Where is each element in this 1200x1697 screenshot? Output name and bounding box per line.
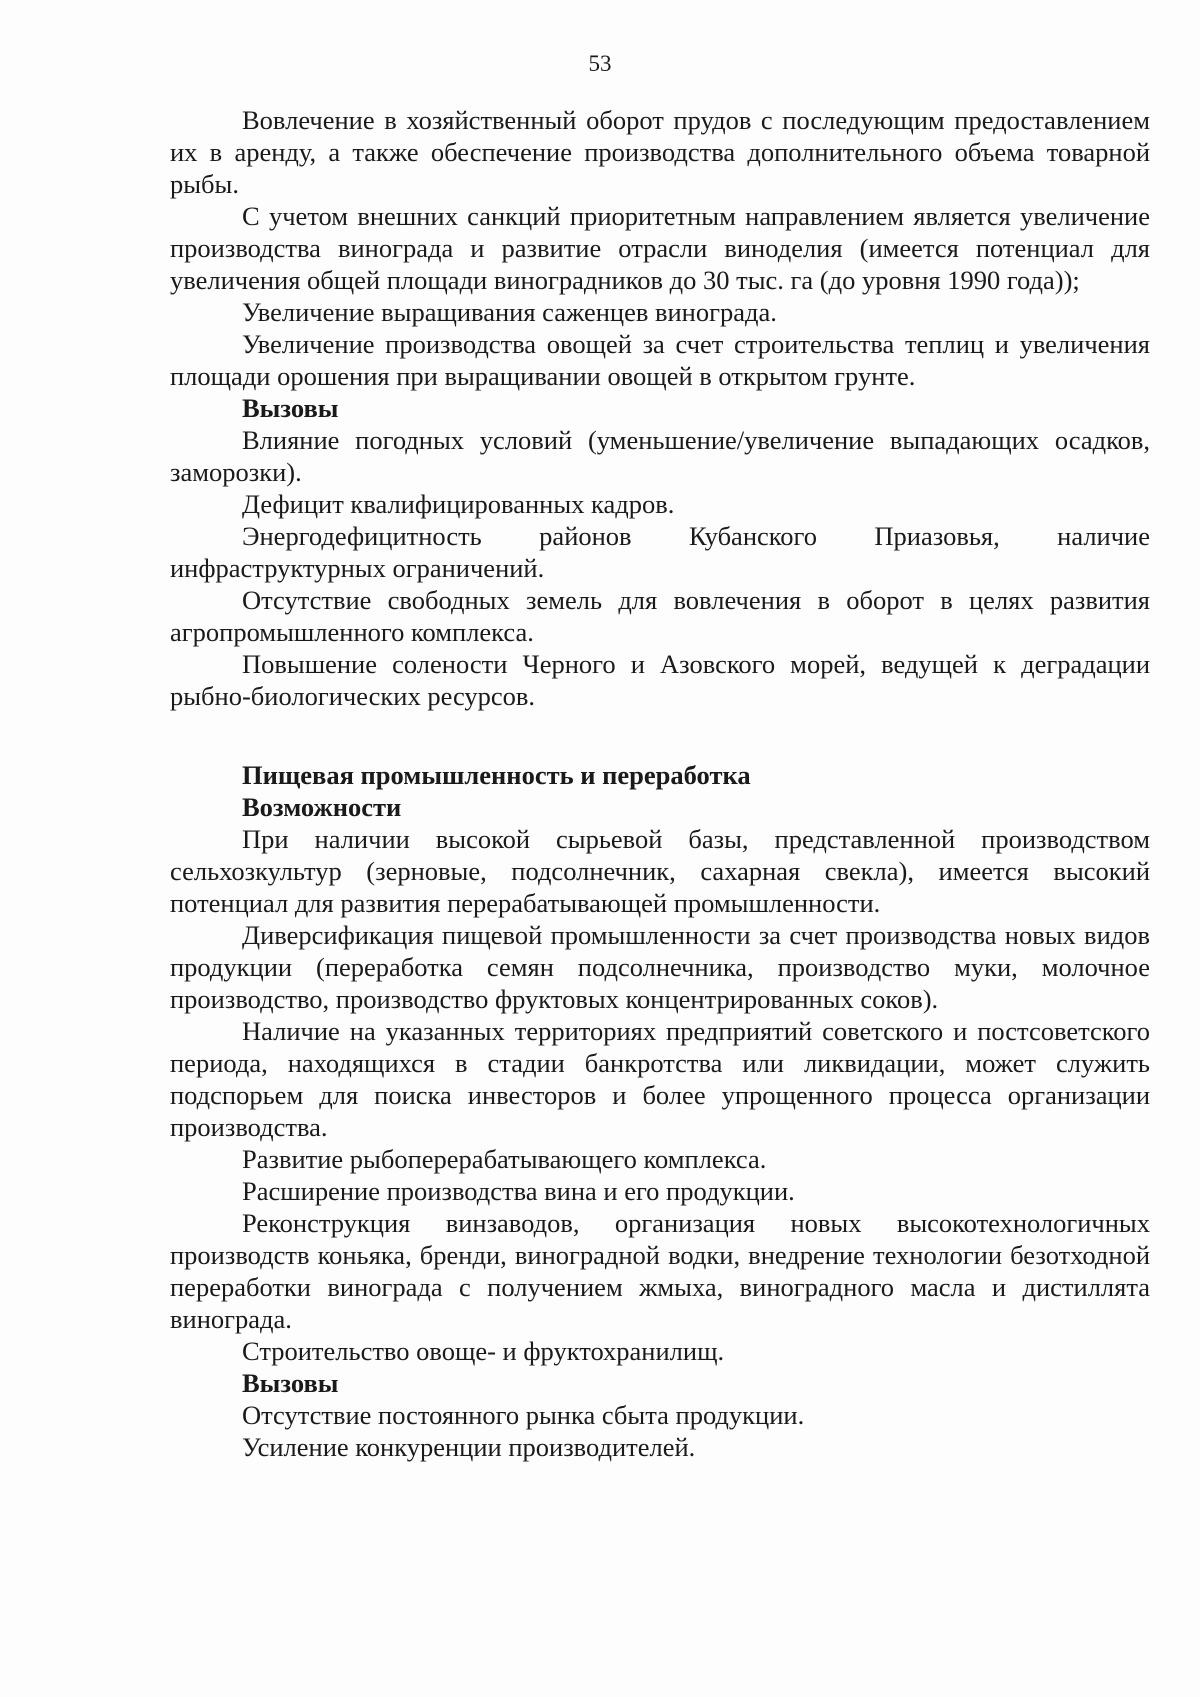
heading-opportunities: Возможности [242, 792, 402, 822]
page-content [170, 104, 1150, 1463]
opportunity-wineries: Реконструкция винзаводов, организация новых высокотехнологичных производств коньяка, бренди, виноградной водки, внедрение технологии безотходной переработки винограда с получением жмыха, виноградного масла и дистиллята винограда. [170, 1208, 1150, 1334]
opportunity-wine: Расширение производства вина и его продукции. [242, 1176, 795, 1206]
opportunity-enterprises: Наличие на указанных территориях предприятий советского и постсоветского периода, находящихся в стадии банкротства или ликвидации, может служить подспорьем для поиска инвесторов и более упрощенного процесса организации производства. [170, 1016, 1150, 1142]
opportunity-storage: Строительство овоще- и фруктохранилищ. [242, 1336, 725, 1366]
paragraph-vegetables: Увеличение производства овощей за счет строительства теплиц и увеличения площади орошения при выращивании овощей в открытом грунте. [170, 329, 1150, 391]
challenge-land: Отсутствие свободных земель для вовлечения в оборот в целях развития агропромышленного комплекса. [170, 585, 1150, 647]
challenge-staff: Дефицит квалифицированных кадров. [242, 489, 675, 519]
challenge-weather: Влияние погодных условий (уменьшение/увеличение выпадающих осадков, заморозки). [170, 425, 1150, 487]
page-number: 53 [588, 51, 612, 76]
section-title-food-industry: Пищевая промышленность и переработка [242, 760, 751, 790]
paragraph-ponds: Вовлечение в хозяйственный оборот прудов с последующим предоставлением их в аренду, а также обеспечение производства дополнительного объема товарной рыбы. [170, 105, 1150, 199]
section-gap [170, 712, 1150, 759]
opportunity-fish-processing: Развитие рыбоперерабатывающего комплекса. [242, 1144, 767, 1174]
opportunity-raw-materials: При наличии высокой сырьевой базы, представленной производством сельхозкультур (зерновые, подсолнечник, сахарная свекла), имеется высокий потенциал для развития перерабатывающей промышленности. [170, 824, 1150, 918]
challenge-market: Отсутствие постоянного рынка сбыта продукции. [242, 1400, 805, 1430]
paragraph-vineyards: С учетом внешних санкций приоритетным направлением является увеличение производства винограда и развитие отрасли виноделия (имеется потенциал для увеличения общей площади виноградников до 30 тыс. га (до уровня 1990 года)); [170, 201, 1150, 295]
heading-challenges-food: Вызовы [242, 1368, 339, 1398]
challenge-energy: Энергодефицитность районов Кубанского Приазовья, наличие инфраструктурных ограничений. [170, 521, 1150, 583]
paragraph-seedlings: Увеличение выращивания саженцев винограда. [242, 297, 777, 327]
opportunity-diversification: Диверсификация пищевой промышленности за счет производства новых видов продукции (переработка семян подсолнечника, производство муки, молочное производство, производство фруктовых концентрированных соков). [170, 920, 1150, 1014]
challenge-competition: Усиление конкуренции производителей. [242, 1432, 696, 1462]
heading-challenges-agriculture: Вызовы [242, 393, 339, 423]
challenge-salinity: Повышение солености Черного и Азовского морей, ведущей к деградации рыбно-биологических ресурсов. [170, 649, 1150, 711]
